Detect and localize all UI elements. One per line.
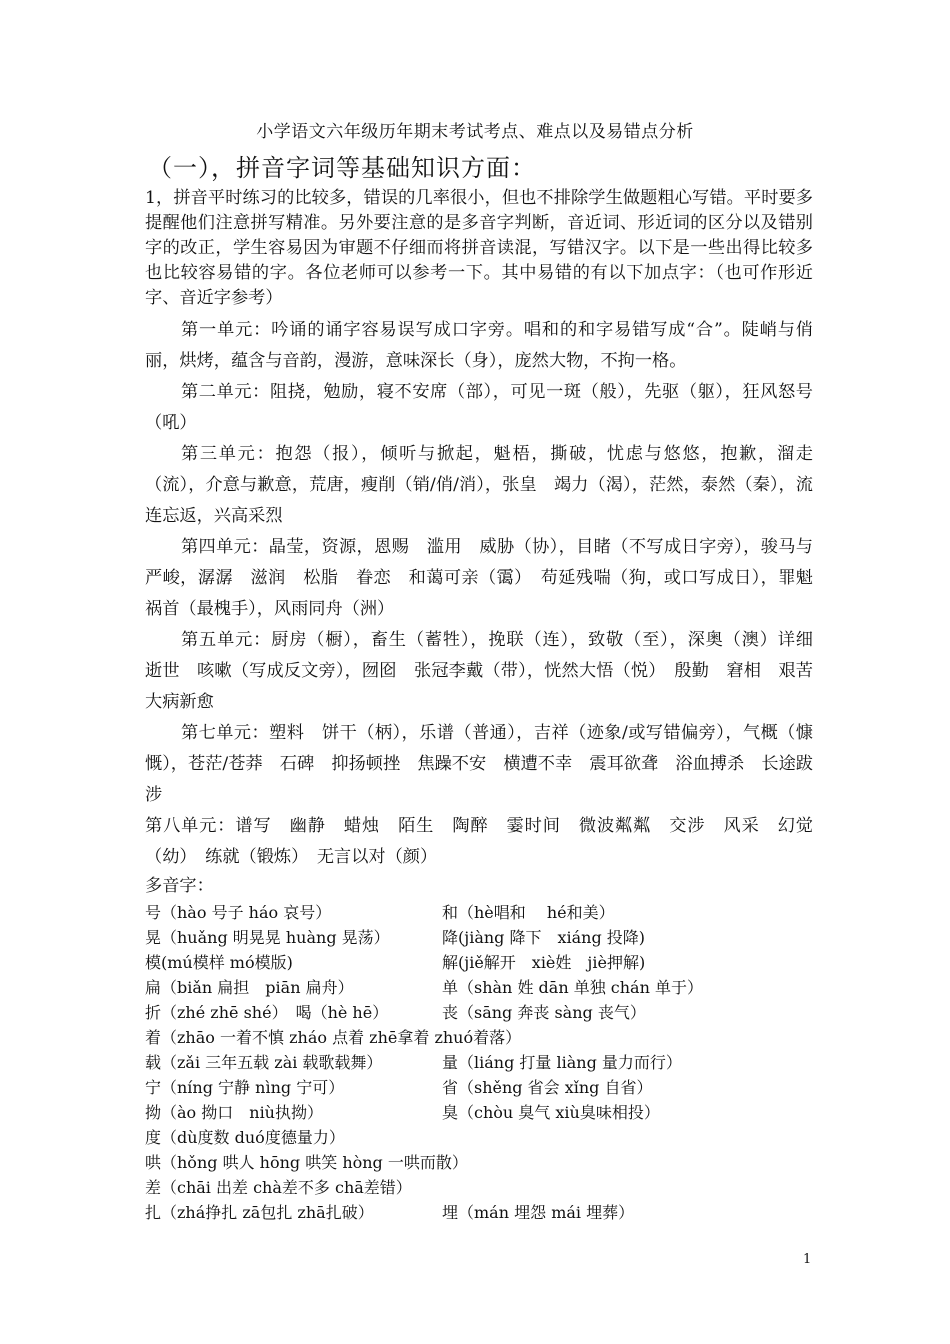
unit-7-paragraph: 第七单元：塑料 饼干（柄），乐谱（普通），吉祥（迹象/或写错偏旁），气概（慷慨），苍茫/苍莽 石碑 抑扬顿挫 焦躁不安 横遭不幸 震耳欲聋 浴血搏杀 长途跋涉 <box>145 723 813 805</box>
polyphonic-row <box>145 975 813 1000</box>
polyphonic-entry: 哄（hǒng 哄人 hōng 哄笑 hòng 一哄而散） <box>145 1153 468 1172</box>
polyphonic-row <box>145 1000 813 1025</box>
section-heading: （一），拼音字词等基础知识方面： <box>148 154 536 182</box>
unit-1-paragraph: 第一单元：吟诵的诵字容易误写成口字旁。唱和的和字易错写成“合”。陡峭与俏丽，烘烤，蕴含与音韵，漫游，意味深长（身），庞然大物，不拘一格。 <box>145 320 813 371</box>
polyphonic-entry: 和（hè唱和 hé和美） <box>442 903 615 922</box>
polyphonic-row <box>145 1200 813 1225</box>
polyphonic-row <box>145 1125 813 1150</box>
intro-paragraph: 1，拼音平时练习的比较多，错误的几率很小，但也不排除学生做题粗心写错。平时要多提醒他们注意拼写精准。另外要注意的是多音字判断，音近词、形近词的区分以及错别字的改正，学生容易因为审题不仔细而将拼音读混，写错汉字。以下是一些出得比较多也比较容易错的字。各位老师可以参考一下。其中易错的有以下加点字：（也可作形近字、音近字参考） <box>145 188 813 308</box>
document-body <box>145 186 831 1225</box>
polyphonic-entry: 省（shěng 省会 xǐng 自省） <box>442 1078 653 1097</box>
document-title: 小学语文六年级历年期末考试考点、难点以及易错点分析 <box>256 122 694 142</box>
polyphonic-row <box>145 1150 813 1175</box>
polyphonic-list <box>145 900 813 1225</box>
polyphonic-entry: 号（hào 号子 háo 哀号） <box>145 903 332 922</box>
polyphonic-entry: 拗（ào 拗口 niù执拗） <box>145 1103 323 1122</box>
polyphonic-entry: 扎（zhá挣扎 zā包扎 zhā扎破） <box>145 1203 374 1222</box>
polyphonic-entry: 折（zhé zhē shé） 喝（hè hē） <box>145 1003 389 1022</box>
polyphonic-entry: 丧（sāng 奔丧 sàng 丧气） <box>442 1003 646 1022</box>
polyphonic-entry: 着（zhāo 一着不慎 zháo 点着 zhē拿着 zhuó着落） <box>145 1028 522 1047</box>
polyphonic-row <box>145 950 813 975</box>
polyphonic-entry: 量（liáng 打量 liàng 量力而行） <box>442 1053 682 1072</box>
polyphonic-entry: 晃（huǎng 明晃晃 huàng 晃荡） <box>145 928 390 947</box>
polyphonic-heading: 多音字： <box>145 876 214 896</box>
polyphonic-entry: 扁（biǎn 扁担 piān 扁舟） <box>145 978 354 997</box>
polyphonic-entry: 单（shàn 姓 dān 单独 chán 单于） <box>442 978 703 997</box>
polyphonic-row <box>145 1075 813 1100</box>
polyphonic-row <box>145 1050 813 1075</box>
polyphonic-entry: 埋（mán 埋怨 mái 埋葬） <box>442 1203 635 1222</box>
polyphonic-entry: 差（chāi 出差 chà差不多 chā差错） <box>145 1178 412 1197</box>
polyphonic-entry: 解(jiě解开 xiè姓 jiè押解) <box>442 953 646 972</box>
unit-5-paragraph: 第五单元：厨房（橱），畜生（蓄牲），挽联（连），致敬（至），深奥（澳）详细 逝世 咳嗽（写成反文旁），囫囵 张冠李戴（带），恍然大悟（悦） 殷勤 窘相 艰苦 大病新愈 <box>145 630 831 712</box>
polyphonic-entry: 降(jiàng 降下 xiáng 投降) <box>442 928 646 947</box>
polyphonic-entry: 载（zǎi 三年五载 zài 载歌载舞） <box>145 1053 383 1072</box>
unit-4-paragraph: 第四单元：晶莹，资源，恩赐 滥用 威胁（协），目睹（不写成日字旁），骏马与严峻，潺潺 滋润 松脂 眷恋 和蔼可亲（霭） 苟延残喘（狗，或口写成日），罪魁祸首（最槐手），风雨同舟（洲） <box>145 537 813 619</box>
polyphonic-entry: 模(mú模样 mó模版) <box>145 953 293 972</box>
polyphonic-entry: 度（dù度数 duó度德量力） <box>145 1128 345 1147</box>
unit-8-paragraph: 第八单元：谱写 幽静 蜡烛 陌生 陶醉 霎时间 微波粼粼 交涉 风采 幻觉（幼） 练就（锻炼） 无言以对（颜） <box>145 816 813 867</box>
polyphonic-row <box>145 1025 813 1050</box>
polyphonic-entry: 宁（níng 宁静 nìng 宁可） <box>145 1078 345 1097</box>
polyphonic-row <box>145 1175 813 1200</box>
polyphonic-row <box>145 925 813 950</box>
polyphonic-row <box>145 1100 813 1125</box>
polyphonic-row <box>145 900 813 925</box>
page-number: 1 <box>803 1252 812 1267</box>
unit-3-paragraph: 第三单元：抱怨（报），倾听与掀起，魁梧，撕破，忧虑与悠悠，抱歉，溜走（流），介意与歉意，荒唐，瘦削（销/俏/消），张皇 竭力（渴），茫然，泰然（秦），流连忘返，兴高采烈 <box>145 444 813 526</box>
polyphonic-entry: 臭（chòu 臭气 xiù臭味相投） <box>442 1103 660 1122</box>
unit-2-paragraph: 第二单元：阻挠，勉励，寝不安席（部），可见一斑（般），先驱（躯），狂风怒号（吼） <box>145 382 813 433</box>
